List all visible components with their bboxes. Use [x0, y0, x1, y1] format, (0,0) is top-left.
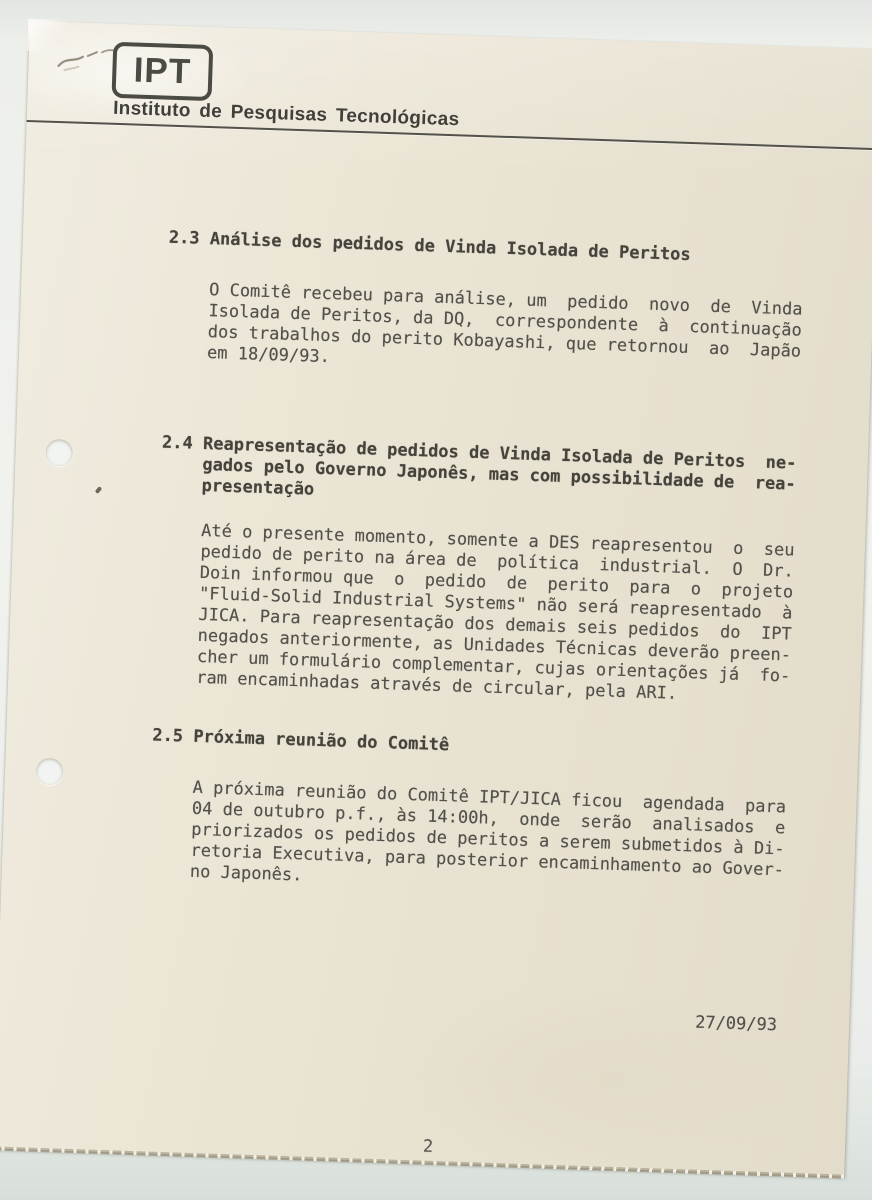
document-page	[0, 21, 872, 1177]
section-title: Próxima reunião do Comitê	[193, 726, 450, 756]
organization-name: Instituto de Pesquisas Tecnológicas	[112, 97, 460, 131]
page-number: 2	[422, 1136, 434, 1157]
section-2-3-heading	[169, 228, 691, 266]
section-2-4-paragraph: Até o presente momento, somente a DES reapresentou o seu pedido de perito na área de política industrial. O Dr. Doin informou que o pedido de perito para o projeto "Fluid-Solid Industrial Systems" não será reapresentado à JICA. Para reapresentação dos demais seis pedidos do IPT negados anteriormente, as Unidades Técnicas deverão preen- cher um formulário complementar, cujas orientações já fo- ram encaminhadas através de circular, pela ARI.	[195, 520, 795, 704]
section-2-4-heading	[160, 433, 796, 517]
punch-hole-top	[45, 439, 73, 467]
ipt-logo-text: IPT	[133, 50, 192, 92]
section-2-3-paragraph: O Comitê recebeu para análise, um pedido novo de Vinda Isolada de Peritos, da DQ, correspondente à continuação dos trabalhos do perito Kobayashi, que retornou ao Japão em 18/09/93.	[206, 280, 803, 368]
section-2-5-paragraph: A próxima reunião do Comitê IPT/JICA ficou agendada para 04 de outubro p.f., às 14:00h, onde serão analisados e priorizados os pedidos de peritos a serem submetidos à Di- retoria Executiva, para posterior encaminhamento ao Gover- no Japonês.	[189, 777, 787, 886]
section-2-5-heading	[152, 725, 449, 756]
ipt-logo	[112, 42, 214, 101]
section-title: Reapresentação de pedidos de Vinda Isolada de Peritos ne- gados pelo Governo Japonês, mas com possibilidade de rea- presentação	[201, 433, 797, 500]
section-number: 2.5	[152, 725, 184, 747]
section-number: 2.4	[161, 432, 194, 454]
section-number: 2.3	[168, 227, 200, 249]
punch-hole-bottom	[36, 758, 64, 786]
section-title: Análise dos pedidos de Vinda Isolada de Peritos	[209, 229, 691, 266]
document-date: 27/09/93	[694, 1012, 778, 1036]
ink-speck	[95, 486, 103, 494]
